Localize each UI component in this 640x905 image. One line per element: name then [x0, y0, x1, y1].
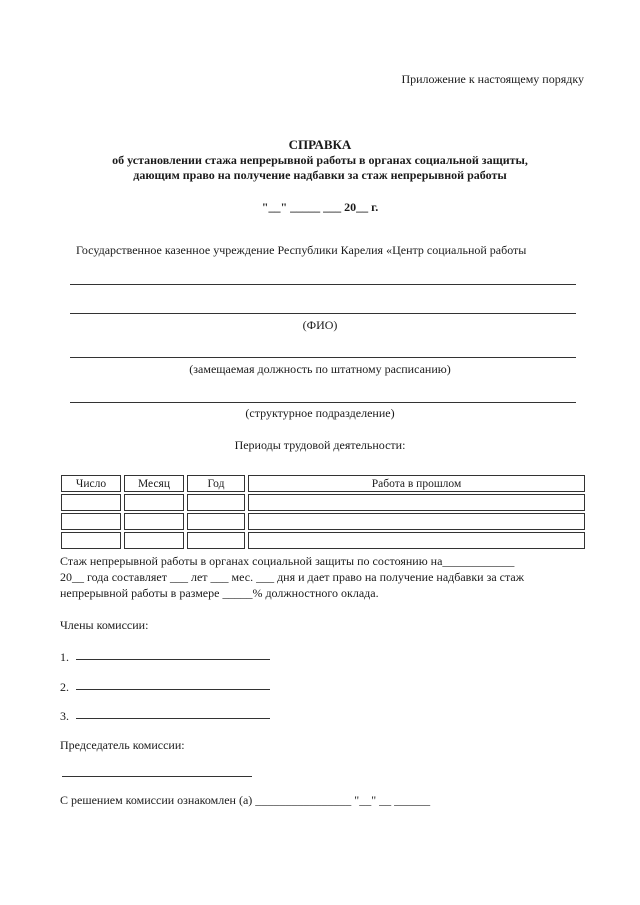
member-3-line	[76, 718, 270, 719]
table-row	[61, 532, 585, 549]
statement-line-2: 20__ года составляет ___ лет ___ мес. ___ дня и дает право на получение надбавки за стаж	[60, 570, 525, 584]
document-title: СПРАВКА	[288, 137, 352, 152]
acknowledgement-line: С решением комиссии ознакомлен (а) ________________ "__" __ ______	[60, 793, 431, 807]
table-cell	[187, 513, 245, 530]
table-row	[61, 513, 585, 530]
organization-name: Государственное казенное учреждение Республики Карелия «Центр социальной работы	[76, 243, 527, 257]
header-month: Месяц	[124, 475, 184, 492]
position-line	[70, 357, 576, 358]
document-subtitle	[0, 153, 640, 183]
table-cell	[124, 513, 184, 530]
subtitle-line-1: об установлении стажа непрерывной работы в органах социальной защиты,	[112, 153, 528, 167]
unit-line	[70, 402, 576, 403]
header-past-work: Работа в прошлом	[248, 475, 585, 492]
member-number-3: 3.	[60, 709, 69, 723]
subtitle-line-2: дающим право на получение надбавки за стаж непрерывной работы	[133, 168, 507, 182]
table-header-row	[61, 475, 585, 492]
periods-table	[58, 473, 588, 551]
table-cell	[61, 513, 121, 530]
table-cell	[248, 494, 585, 511]
organization-continuation-line	[70, 284, 576, 285]
table-row	[61, 494, 585, 511]
statement-paragraph	[60, 553, 580, 601]
periods-title: Периоды трудовой деятельности:	[234, 438, 406, 452]
member-number-2: 2.	[60, 680, 69, 694]
table-cell	[187, 494, 245, 511]
table-cell	[61, 532, 121, 549]
table-cell	[124, 532, 184, 549]
chair-label: Председатель комиссии:	[60, 738, 185, 752]
table-cell	[187, 532, 245, 549]
statement-line-1: Стаж непрерывной работы в органах социальной защиты по состоянию на____________	[60, 554, 515, 568]
date-line: "__" _____ ___ 20__ г.	[261, 200, 379, 214]
table-cell	[124, 494, 184, 511]
header-year: Год	[187, 475, 245, 492]
member-number-1: 1.	[60, 650, 69, 664]
table-cell	[248, 532, 585, 549]
fio-caption: (ФИО)	[302, 318, 338, 332]
statement-line-3: непрерывной работы в размере _____% должностного оклада.	[60, 586, 379, 600]
members-label: Члены комиссии:	[60, 618, 149, 632]
chair-signature-line	[62, 776, 252, 777]
member-1-line	[76, 659, 270, 660]
table-cell	[61, 494, 121, 511]
unit-caption: (структурное подразделение)	[245, 406, 395, 420]
appendix-note: Приложение к настоящему порядку	[401, 72, 584, 86]
fio-line	[70, 313, 576, 314]
position-caption: (замещаемая должность по штатному расписанию)	[189, 362, 451, 376]
member-2-line	[76, 689, 270, 690]
table-cell	[248, 513, 585, 530]
header-day: Число	[61, 475, 121, 492]
